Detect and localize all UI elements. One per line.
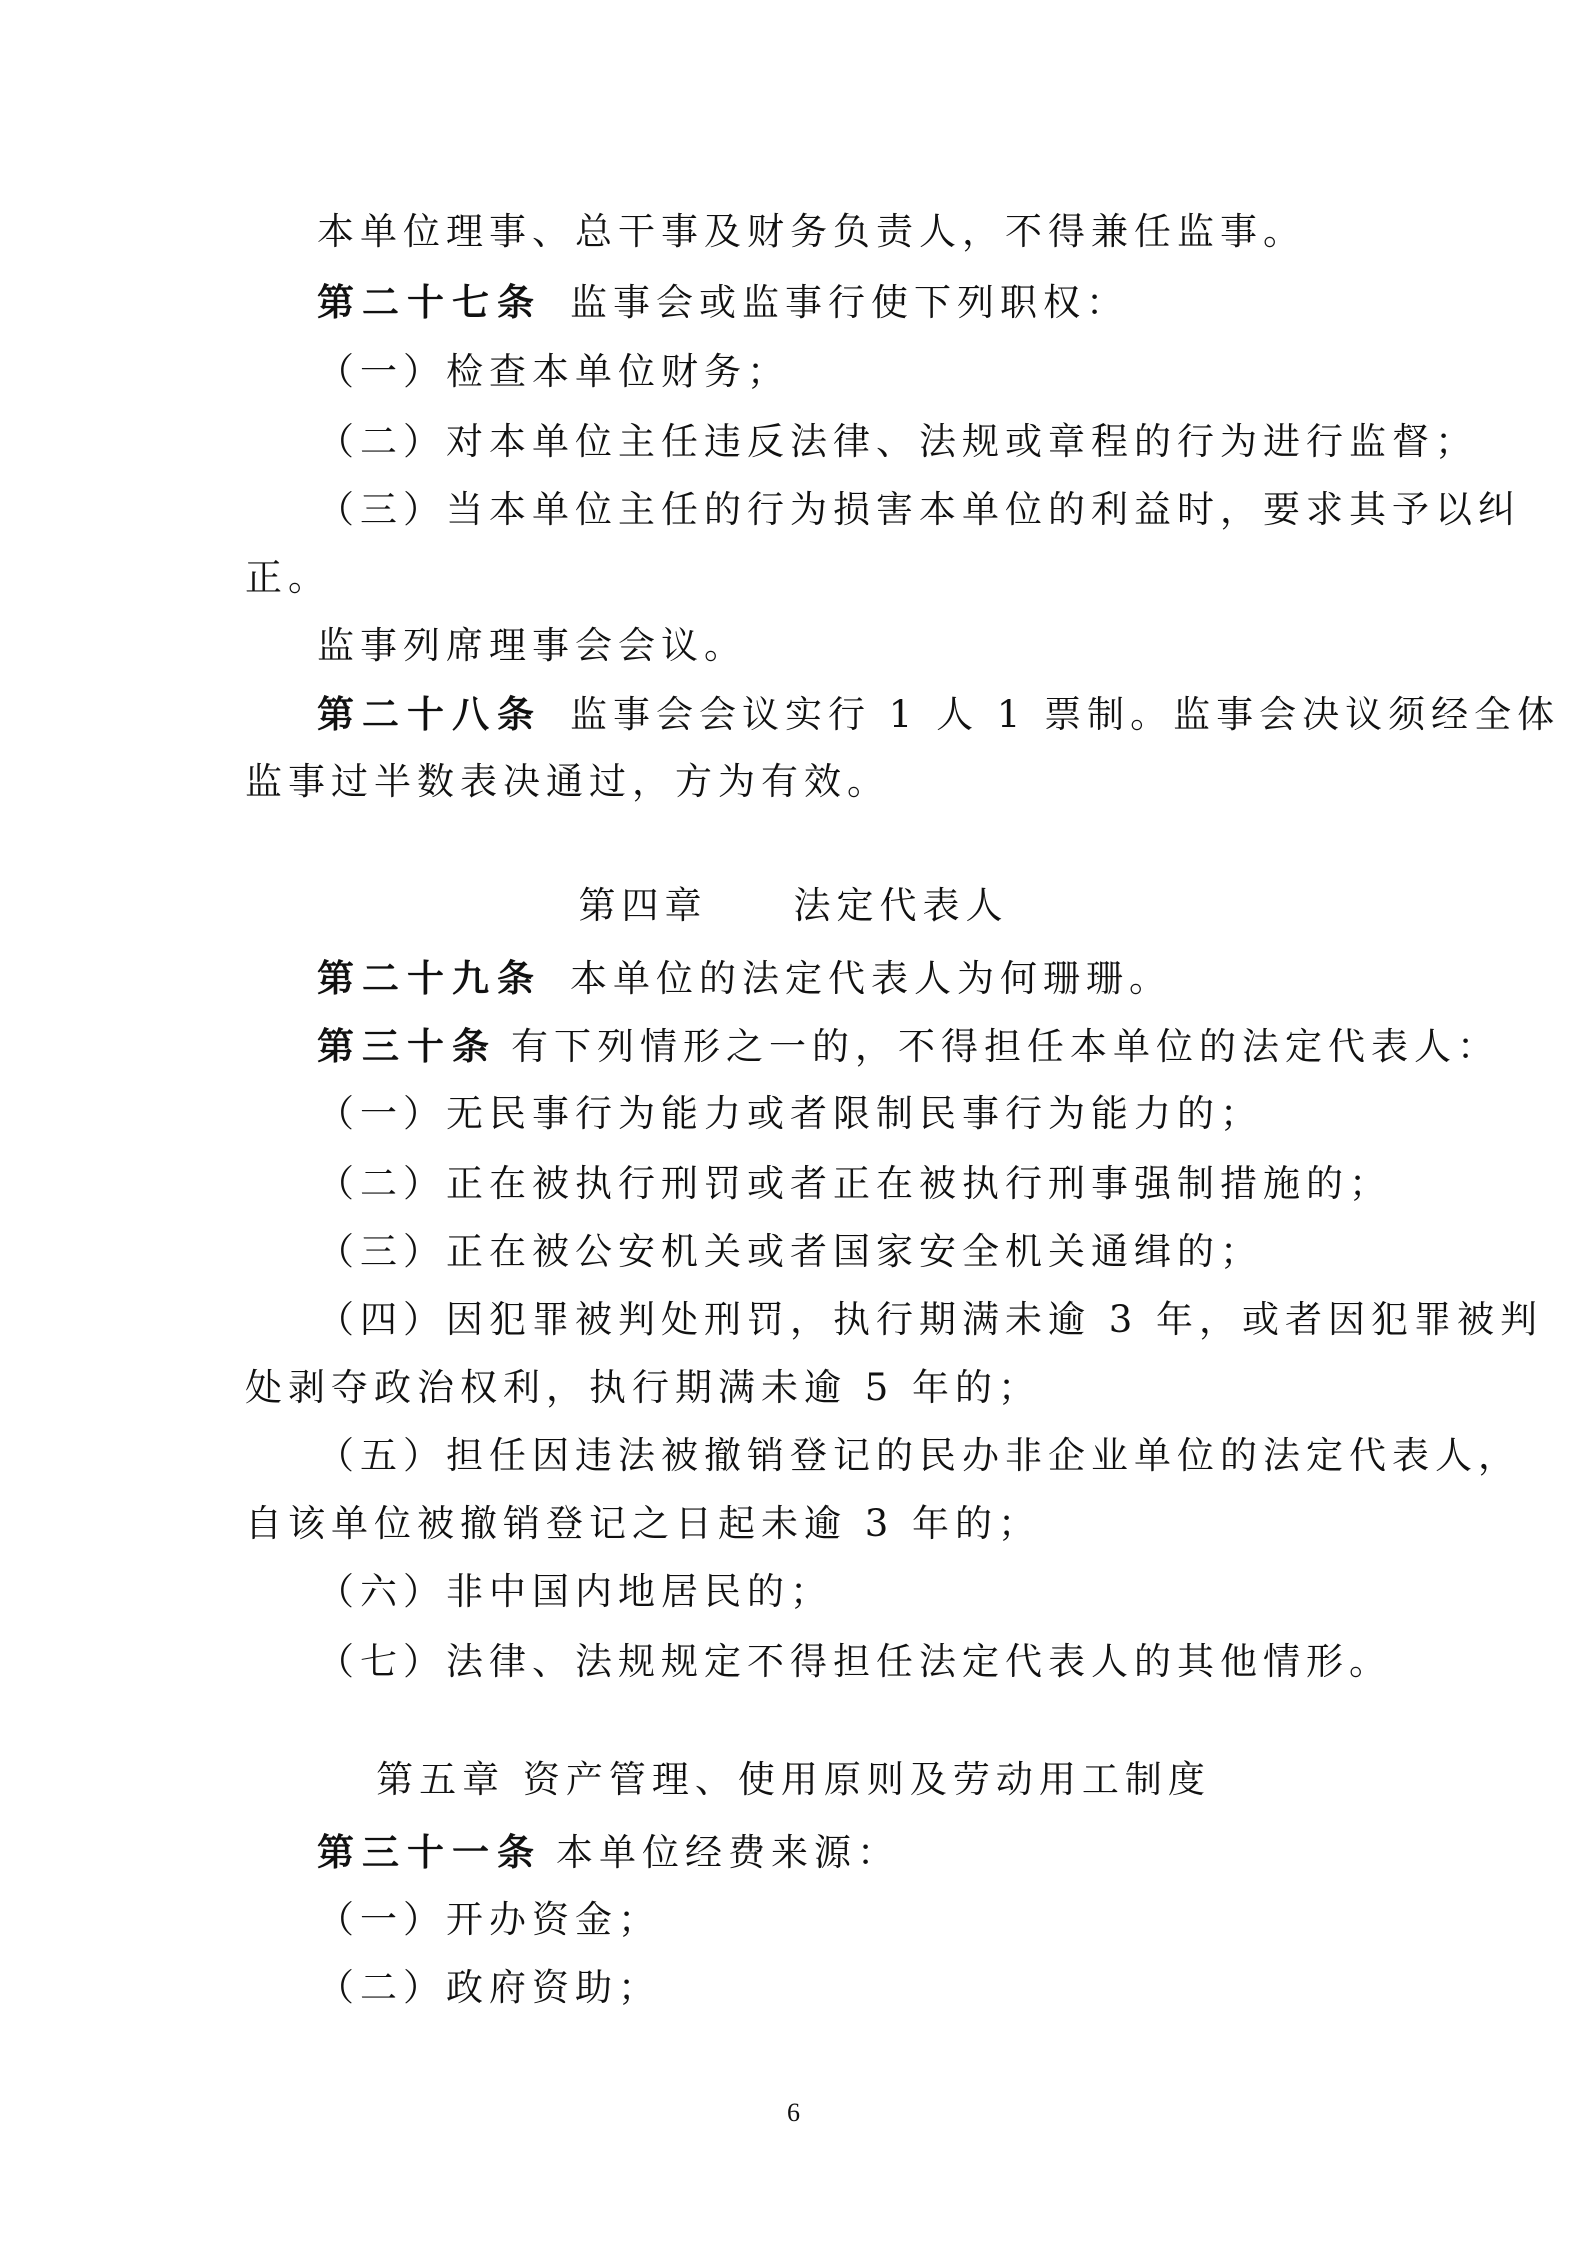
list-item: （三）正在被公安机关或者国家安全机关通缉的； bbox=[317, 1230, 1263, 1273]
paragraph-line: 监事列席理事会会议。 bbox=[317, 624, 747, 667]
article-text: 本单位的法定代表人为何珊珊。 bbox=[570, 957, 1172, 1000]
paragraph-line: 自该单位被撤销登记之日起未逾 3 年的； bbox=[245, 1502, 1042, 1545]
paragraph-line: 本单位理事、总干事及财务负责人，不得兼任监事。 bbox=[317, 210, 1306, 253]
article-text: 本单位经费来源： bbox=[556, 1831, 900, 1874]
paragraph-line: 正。 bbox=[245, 556, 331, 599]
article-29 bbox=[317, 956, 1172, 1001]
list-item: （四）因犯罪被判处刑罚，执行期满未逾 3 年，或者因犯罪被判 bbox=[317, 1298, 1544, 1341]
paragraph-line: 处剥夺政治权利，执行期满未逾 5 年的； bbox=[245, 1366, 1042, 1409]
chapter-4-heading: 第四章 法定代表人 bbox=[578, 884, 1009, 927]
list-item: （二）正在被执行刑罚或者正在被执行刑事强制措施的； bbox=[317, 1162, 1392, 1205]
article-label: 第二十七条 bbox=[317, 280, 542, 324]
article-label: 第三十一条 bbox=[317, 1830, 542, 1874]
article-28 bbox=[317, 692, 1560, 737]
list-item: （二）政府资助； bbox=[317, 1966, 661, 2009]
chapter-5-heading: 第五章 资产管理、使用原则及劳动用工制度 bbox=[376, 1758, 1211, 1801]
list-item: （三）当本单位主任的行为损害本单位的利益时，要求其予以纠 bbox=[317, 488, 1521, 531]
list-item: （一）无民事行为能力或者限制民事行为能力的； bbox=[317, 1092, 1263, 1135]
list-item: （五）担任因违法被撤销登记的民办非企业单位的法定代表人， bbox=[317, 1434, 1521, 1477]
list-item: （一）检查本单位财务； bbox=[317, 350, 790, 393]
article-27 bbox=[317, 280, 1129, 325]
article-label: 第三十条 bbox=[317, 1024, 497, 1068]
article-text: 监事会或监事行使下列职权： bbox=[570, 281, 1129, 324]
page-number: 6 bbox=[787, 2098, 800, 2127]
article-text: 有下列情形之一的，不得担任本单位的法定代表人： bbox=[511, 1025, 1500, 1068]
article-31 bbox=[317, 1830, 900, 1875]
article-label: 第二十八条 bbox=[317, 692, 542, 736]
article-text: 监事会会议实行 1 人 1 票制。监事会决议须经全体 bbox=[570, 693, 1561, 736]
list-item: （七）法律、法规规定不得担任法定代表人的其他情形。 bbox=[317, 1640, 1392, 1683]
list-item: （二）对本单位主任违反法律、法规或章程的行为进行监督； bbox=[317, 420, 1478, 463]
paragraph-line: 监事过半数表决通过，方为有效。 bbox=[245, 760, 890, 803]
list-item: （六）非中国内地居民的； bbox=[317, 1570, 833, 1613]
article-30 bbox=[317, 1024, 1500, 1069]
list-item: （一）开办资金； bbox=[317, 1898, 661, 1941]
article-label: 第二十九条 bbox=[317, 956, 542, 1000]
